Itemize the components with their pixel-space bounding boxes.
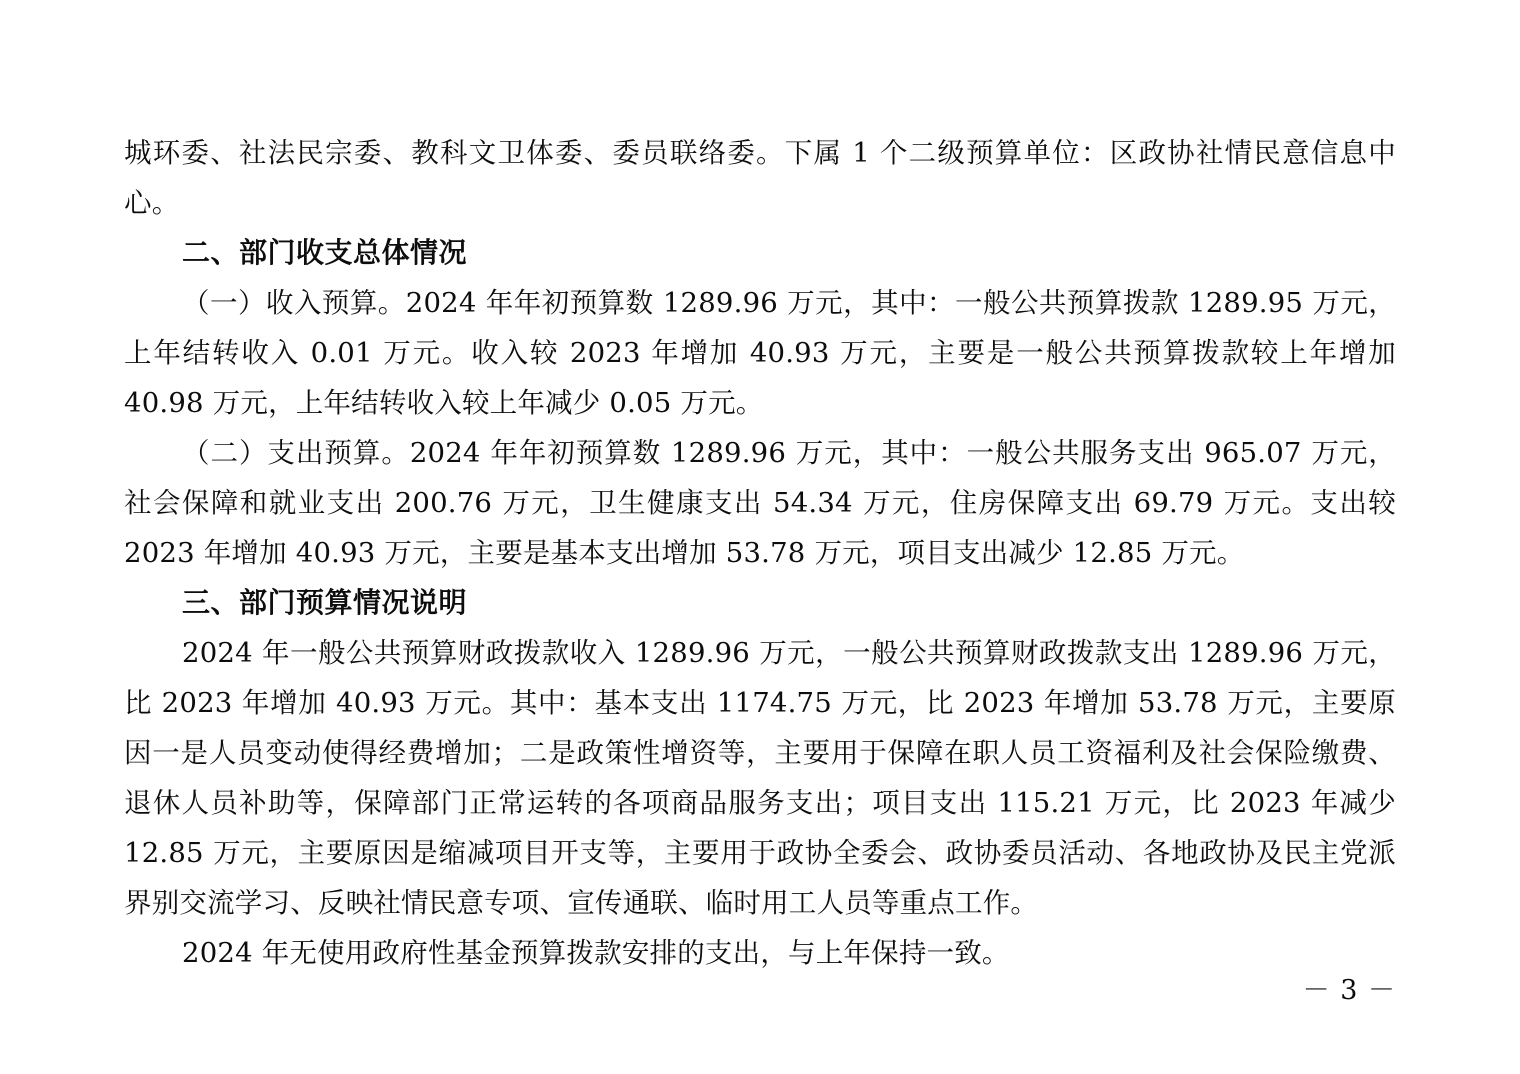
heading-section-two: 二、部门收支总体情况 <box>182 236 468 269</box>
paragraph-income-budget: （一）收入预算。2024 年年初预算数 1289.96 万元，其中：一般公共预算拨款 1289.95 万元，上年结转收入 0.01 万元。收入较 2023 年增加 40.93 万元，主要是一般公共预算拨款较上年增加 40.98 万元，上年结转收入较上年减少 0.05 万元。 <box>124 287 1396 419</box>
document-body <box>124 128 1396 978</box>
paragraph-budget-explanation: 2024 年一般公共预算财政拨款收入 1289.96 万元，一般公共预算财政拨款支出 1289.96 万元，比 2023 年增加 40.93 万元。其中：基本支出 1174.75 万元，比 2023 年增加 53.78 万元，主要原因一是人员变动使得经费增加；二是政策性增资等，主要用于保障在职人员工资福利及社会保险缴费、退休人员补助等，保障部门正常运转的各项商品服务支出；项目支出 115.21 万元，比 2023 年减少 12.85 万元，主要原因是缩减项目开支等，主要用于政协全委会、政协委员活动、各地政协及民主党派界别交流学习、反映社情民意专项、宣传通联、临时用工人员等重点工作。 <box>124 637 1396 919</box>
page-number: － 3 － <box>1302 975 1396 1006</box>
heading-section-three: 三、部门预算情况说明 <box>182 586 468 619</box>
paragraph-government-fund-note: 2024 年无使用政府性基金预算拨款安排的支出，与上年保持一致。 <box>182 937 1010 969</box>
paragraph-intro-continuation: 城环委、社法民宗委、教科文卫体委、委员联络委。下属 1 个二级预算单位：区政协社情民意信息中心。 <box>124 137 1396 219</box>
paragraph-expenditure-budget: （二）支出预算。2024 年年初预算数 1289.96 万元，其中：一般公共服务支出 965.07 万元，社会保障和就业支出 200.76 万元，卫生健康支出 54.34 万元，住房保障支出 69.79 万元。支出较 2023 年增加 40.93 万元，主要是基本支出增加 53.78 万元，项目支出减少 12.85 万元。 <box>124 437 1396 569</box>
